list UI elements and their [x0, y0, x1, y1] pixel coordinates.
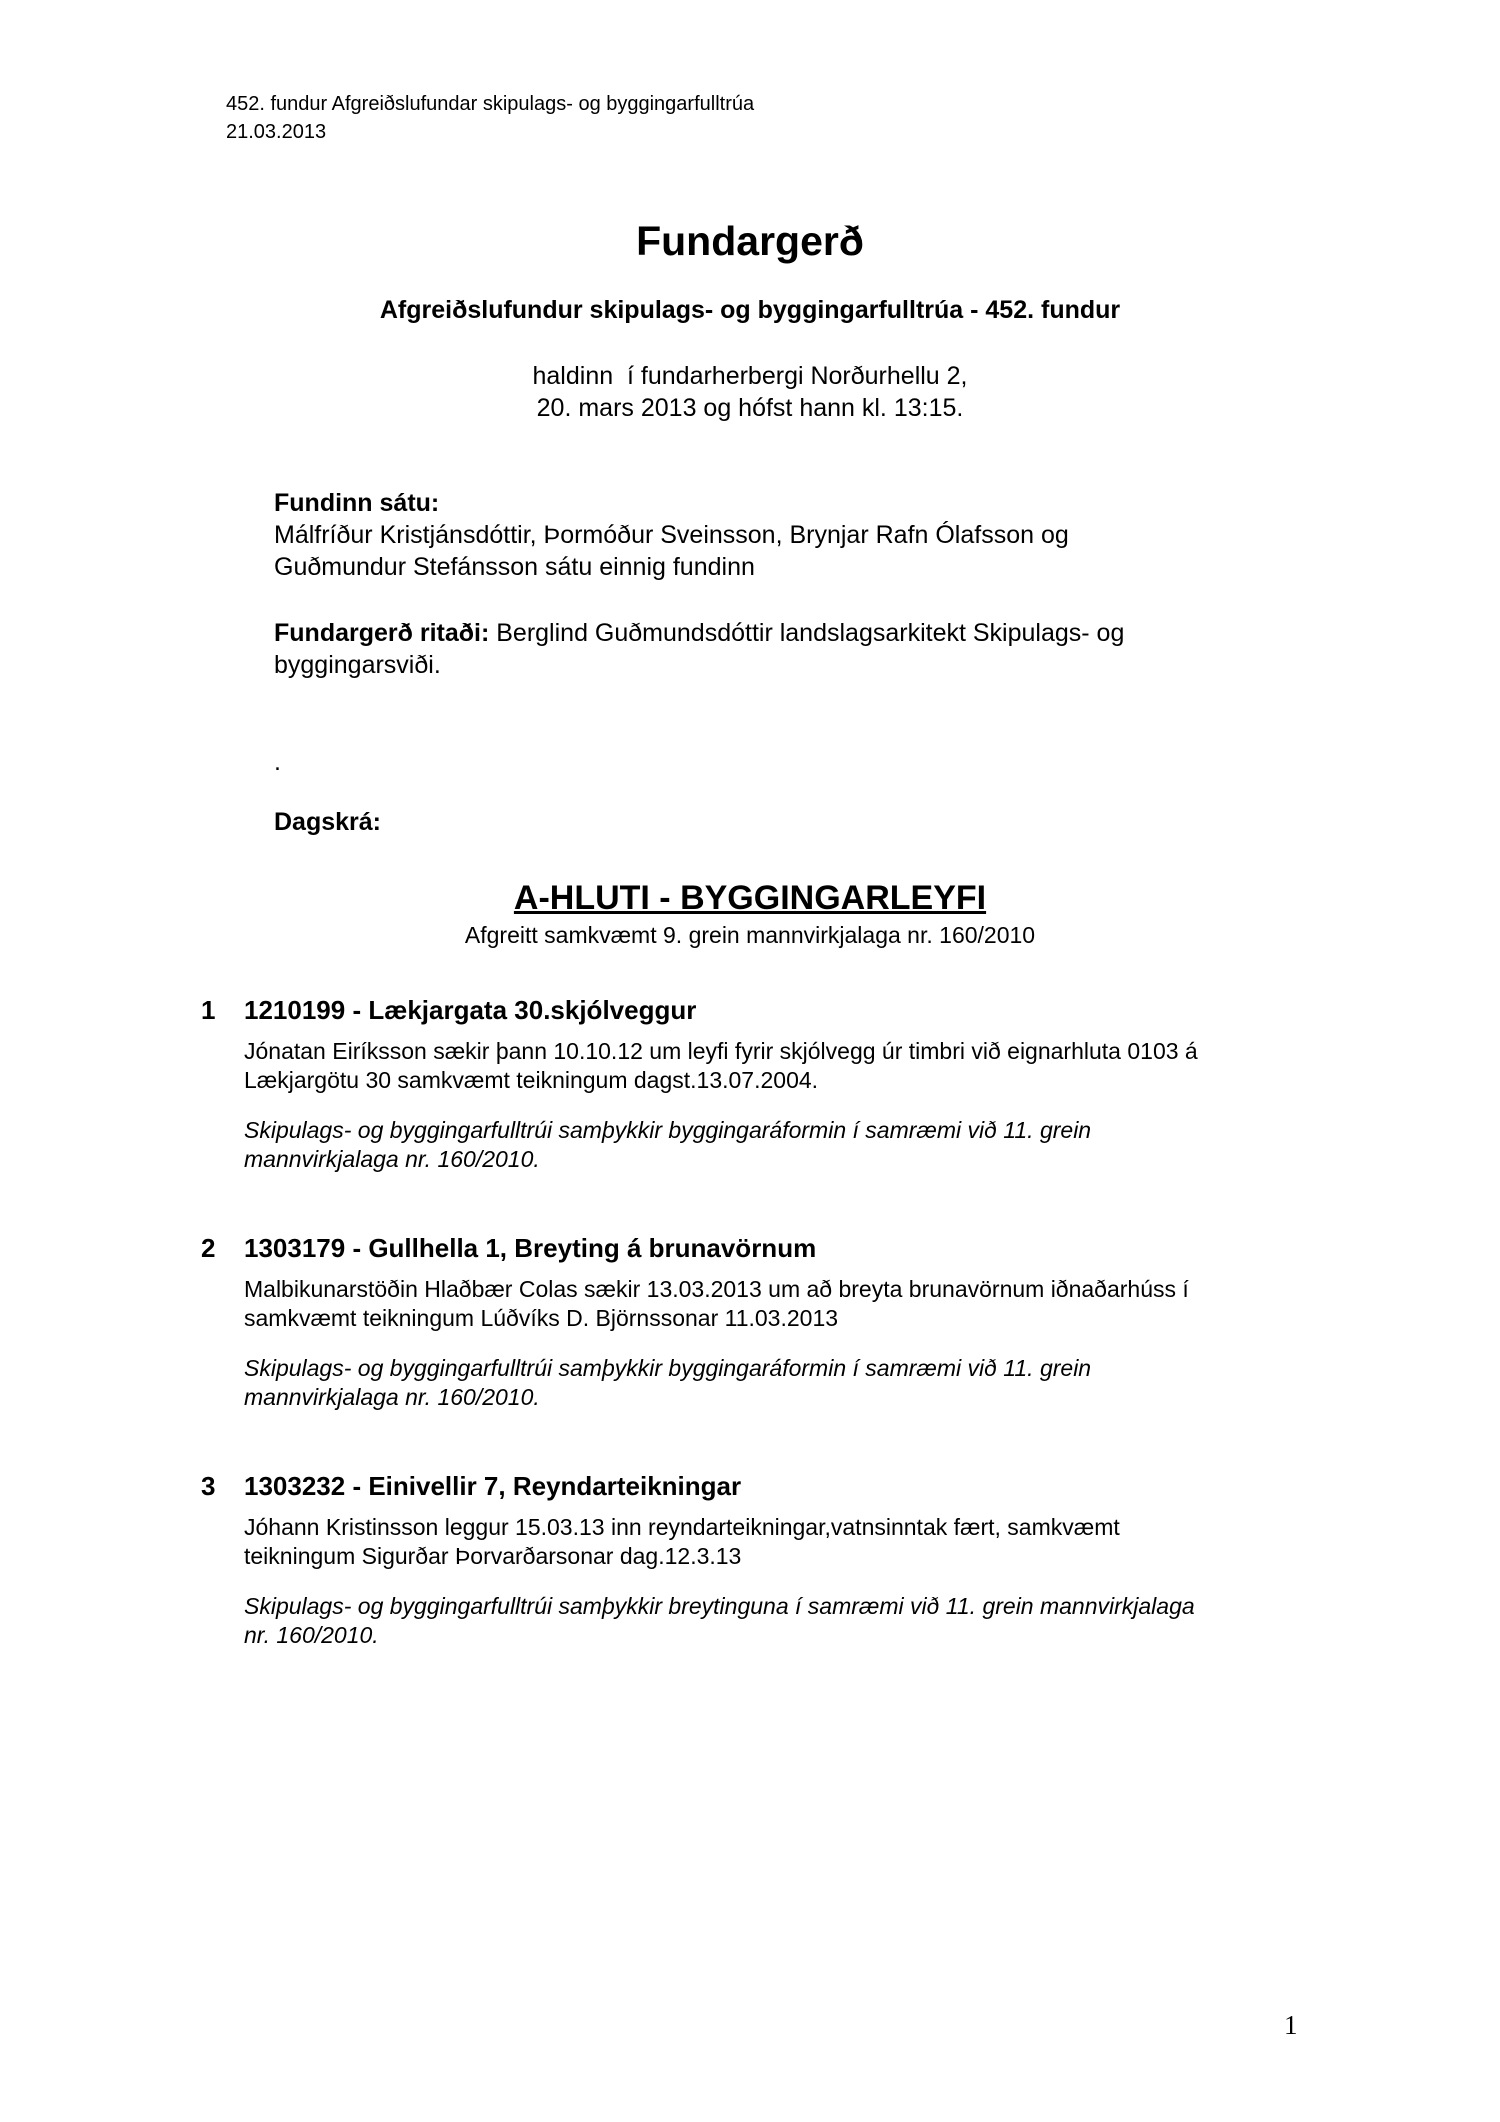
location-line-1: haldinn í fundarherbergi Norðurhellu 2, — [532, 362, 968, 390]
item-title: 1210199 - Lækjargata 30.skjólveggur — [244, 995, 697, 1025]
recorder-label: Fundargerð ritaði: — [274, 619, 490, 647]
item-decision — [244, 1592, 1310, 1650]
item-decision-line-2: mannvirkjalaga nr. 160/2010. — [244, 1384, 540, 1410]
recorder-name: Berglind Guðmundsdóttir landslagsarkitekt Skipulags- og — [489, 619, 1125, 647]
attendees-line-2: Guðmundur Stefánsson sátu einnig fundinn — [274, 553, 755, 581]
running-header-title: 452. fundur Afgreiðslufundar skipulags- og byggingarfulltrúa — [226, 93, 755, 115]
running-header-date: 21.03.2013 — [226, 121, 327, 143]
item-decision-line-1: Skipulags- og byggingarfulltrúi samþykkir byggingaráformin í samræmi við 11. grein — [244, 1117, 1092, 1143]
section-subtitle: Afgreitt samkvæmt 9. grein mannvirkjalaga nr. 160/2010 — [464, 922, 1036, 948]
meeting-location — [0, 360, 1500, 424]
item-title: 1303232 - Einivellir 7, Reyndarteikningar — [244, 1471, 742, 1501]
item-description-line-2: Lækjargötu 30 samkvæmt teikningum dagst.13.07.2004. — [244, 1067, 819, 1093]
recorder-line-2: byggingarsviði. — [274, 651, 441, 679]
item-description — [244, 1037, 1310, 1095]
agenda-label: Dagskrá: — [274, 808, 381, 836]
item-number: 1 — [201, 995, 216, 1025]
item-description — [244, 1513, 1310, 1571]
recorder-block — [274, 617, 1274, 681]
separator-dot: . — [274, 748, 281, 776]
item-decision — [244, 1116, 1310, 1174]
item-title: 1303179 - Gullhella 1, Breyting á brunavörnum — [244, 1233, 817, 1263]
item-decision-line-1: Skipulags- og byggingarfulltrúi samþykkir byggingaráformin í samræmi við 11. grein — [244, 1355, 1092, 1381]
location-line-2: 20. mars 2013 og hófst hann kl. 13:15. — [536, 394, 964, 422]
section-title: A-HLUTI - BYGGINGARLEYFI — [513, 879, 987, 917]
item-decision-line-2: mannvirkjalaga nr. 160/2010. — [244, 1146, 540, 1172]
meeting-subtitle: Afgreiðslufundur skipulags- og byggingarfulltrúa - 452. fundur — [379, 296, 1121, 324]
attendees-line-1: Málfríður Kristjánsdóttir, Þormóður Sveinsson, Brynjar Rafn Ólafsson og — [274, 521, 1069, 549]
item-decision-line-1: Skipulags- og byggingarfulltrúi samþykkir breytinguna í samræmi við 11. grein mannvirkjalaga — [244, 1593, 1195, 1619]
item-decision — [244, 1354, 1310, 1412]
attendees-block — [274, 487, 1274, 583]
running-header — [226, 90, 754, 146]
item-description-line-1: Jóhann Kristinsson leggur 15.03.13 inn reyndarteikningar,vatnsinntak fært, samkvæmt — [244, 1514, 1120, 1540]
item-number: 2 — [201, 1233, 216, 1263]
item-description-line-2: teikningum Sigurðar Þorvarðarsonar dag.12.3.13 — [244, 1543, 742, 1569]
page-number: 1 — [1284, 2010, 1298, 2040]
item-decision-line-2: nr. 160/2010. — [244, 1622, 379, 1648]
item-description — [244, 1275, 1310, 1333]
item-description-line-2: samkvæmt teikningum Lúðvíks D. Björnssonar 11.03.2013 — [244, 1305, 839, 1331]
attendees-label: Fundinn sátu: — [274, 489, 440, 517]
page-title: Fundargerð — [636, 218, 864, 264]
item-number: 3 — [201, 1471, 216, 1501]
item-description-line-1: Jónatan Eiríksson sækir þann 10.10.12 um leyfi fyrir skjólvegg úr timbri við eignarhluta 0103 á — [244, 1038, 1198, 1064]
recorder-line-1 — [274, 617, 1274, 649]
item-description-line-1: Malbikunarstöðin Hlaðbær Colas sækir 13.03.2013 um að breyta brunavörnum iðnaðarhúss í — [244, 1276, 1189, 1302]
